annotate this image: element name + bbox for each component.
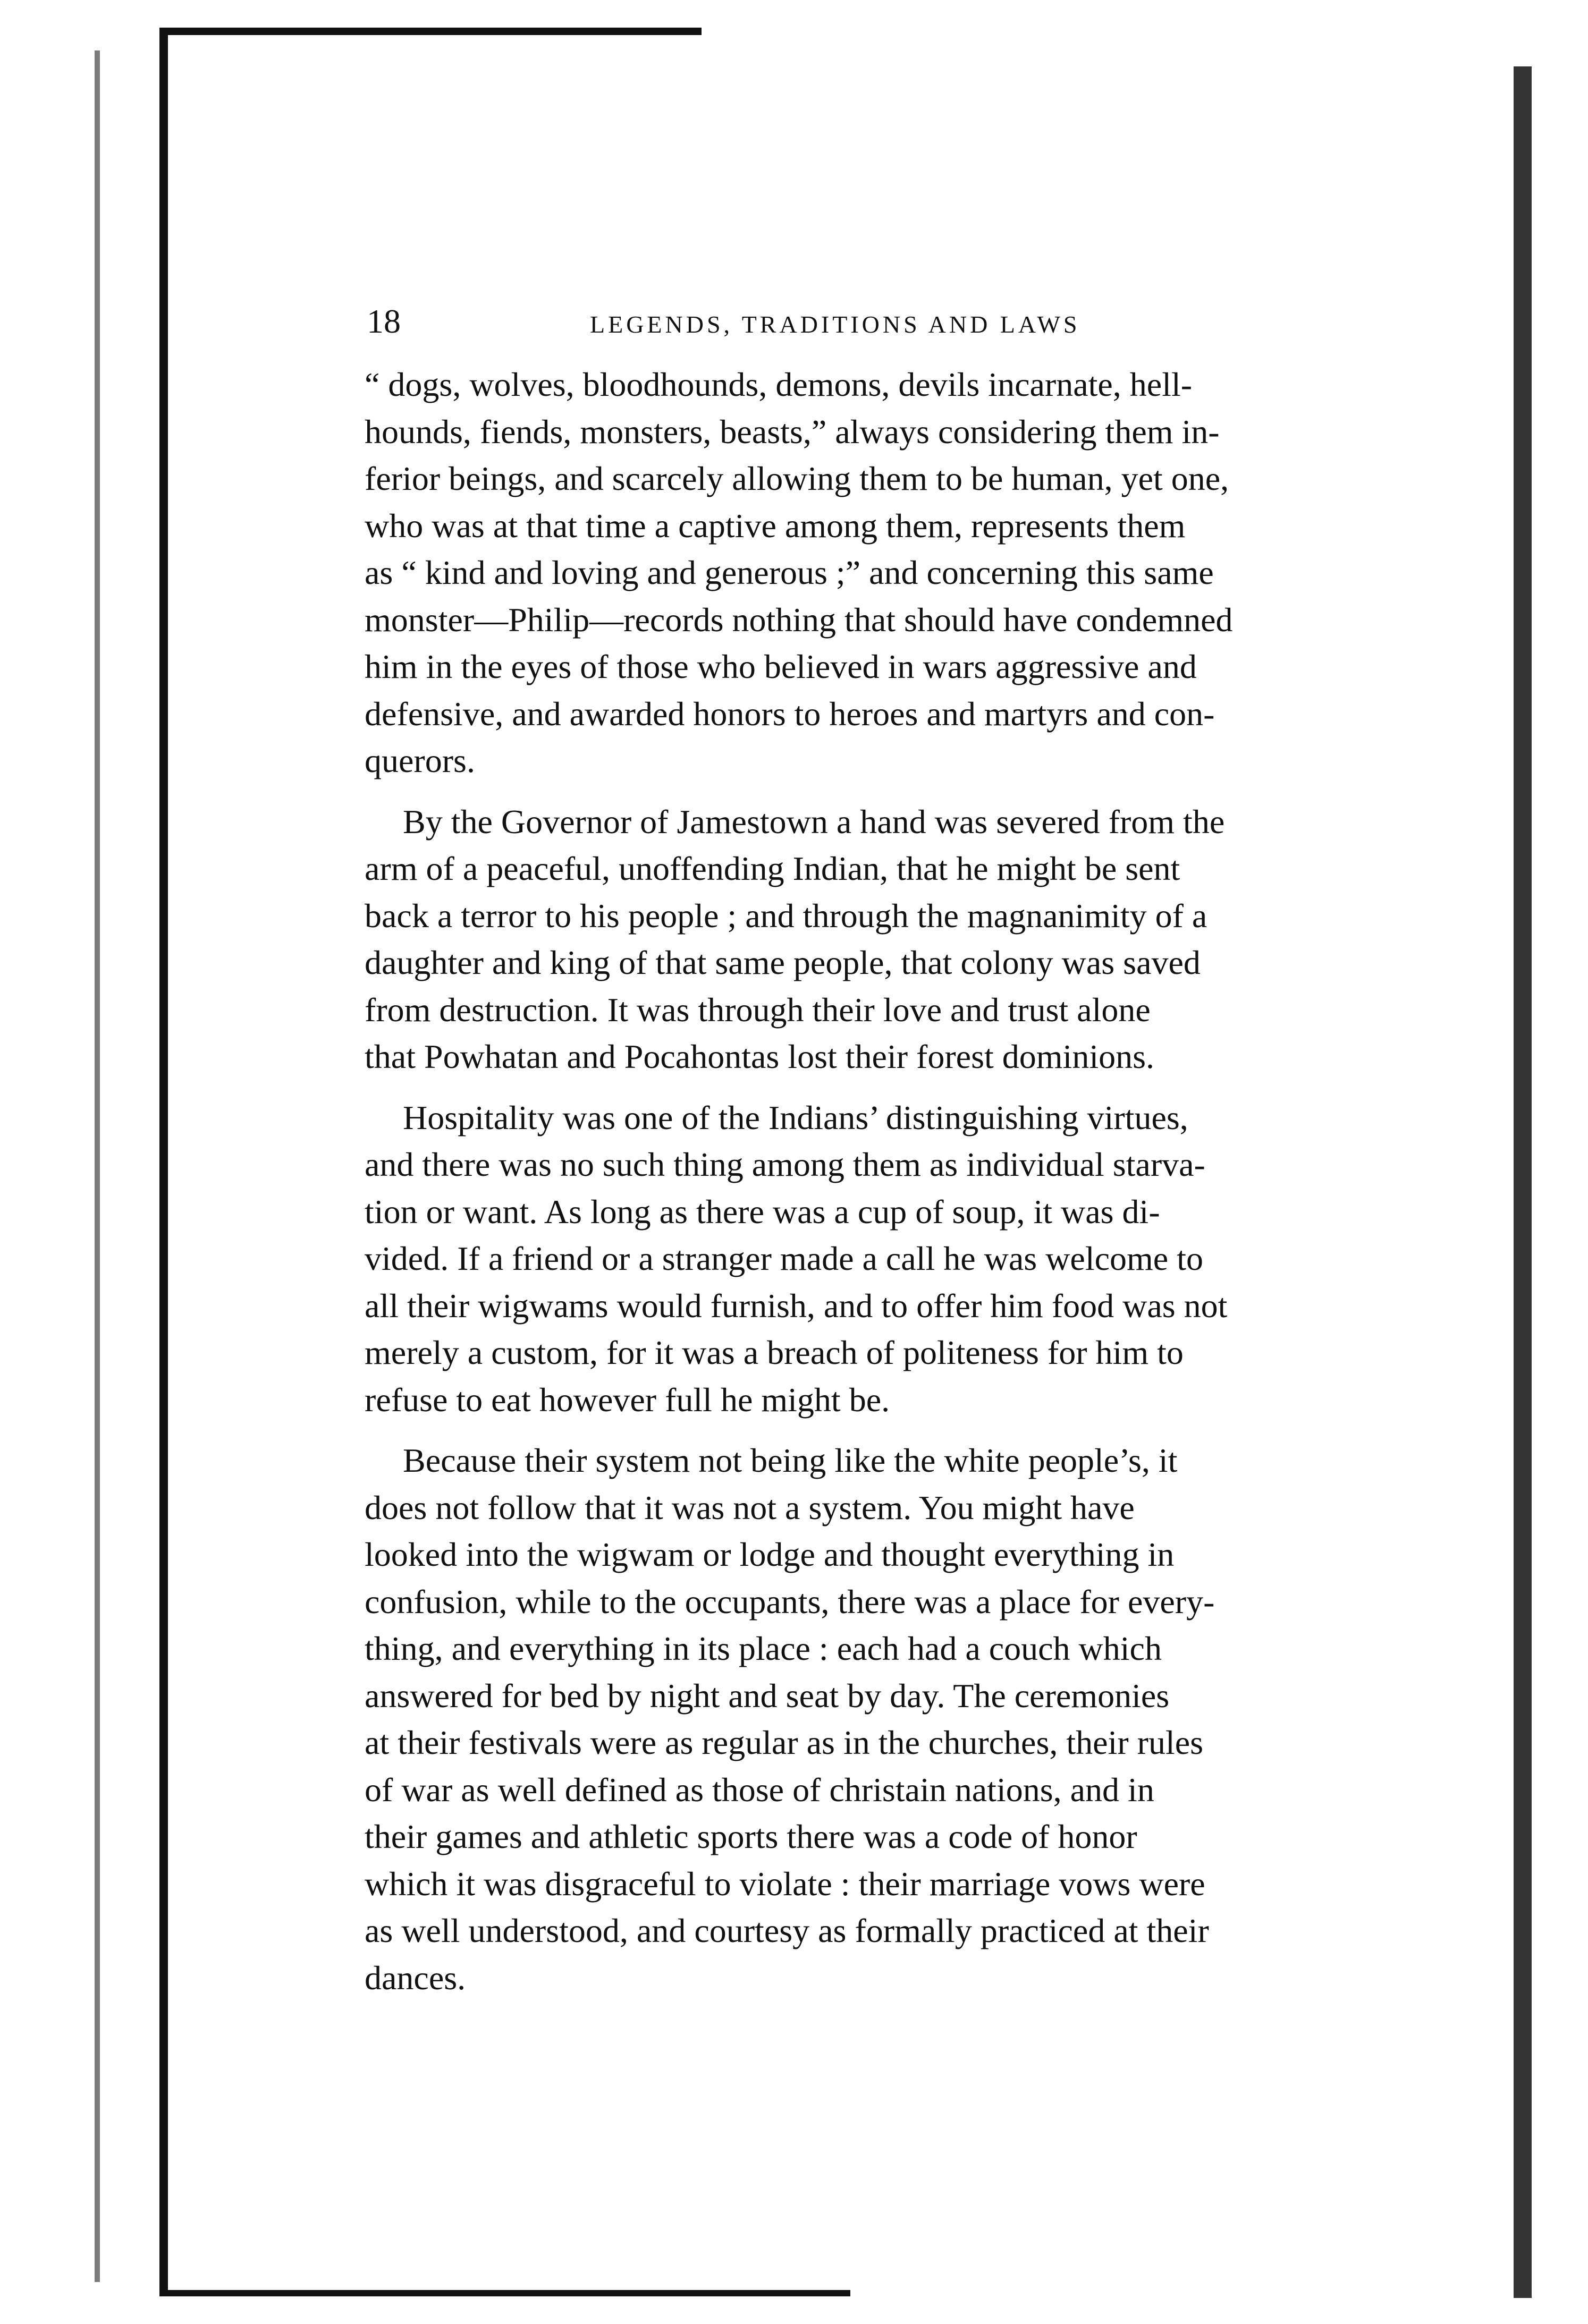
paragraph: Hospitality was one of the Indians’ distinguishing virtues, and there was no such thing among them as individual starva- tion or want. As long as there was a cup of soup, it was di- vided. If a friend or a stranger made a call he was welcome to all their wigwams would furnish, and to offer him food was not merely a custom, for it was a breach of politeness for him to refuse to eat however full he might be.: [365, 1098, 1228, 1419]
paragraph: Because their system not being like the white people’s, it does not follow that it was not a system. You might have looked into the wigwam or lodge and thought everything in confusion, while to the occupants, there was a place for every- thing, and everything in its place : each had a couch which answered for bed by night and seat by day. The ceremonies at their festivals were as regular as in the churches, their rules of war as well defined as those of christain nations, and in their games and athletic sports there was a code of honor which it was disgraceful to violate : their marriage vows were as well understood, and courtesy as formally practiced at their dances.: [365, 1441, 1215, 1997]
scan-border-bottom: [159, 2290, 850, 2296]
paragraph: By the Governor of Jamestown a hand was severed from the arm of a peaceful, unoffending Indian, that he might be sent back a terror to his people ; and through the magnanimity of a daughter and king of that same people, that colony was saved from destruction. It was through their love and trust alone that Powhatan and Pocahontas lost their forest dominions.: [365, 802, 1225, 1075]
scan-border-left: [159, 32, 168, 2295]
scan-border-right: [1514, 66, 1532, 2298]
running-head: LEGENDS, TRADITIONS AND LAWS: [590, 311, 1080, 338]
scan-binding-shadow: [95, 50, 100, 2282]
page-number: 18: [367, 302, 401, 340]
paragraph: “ dogs, wolves, bloodhounds, demons, devils incarnate, hell- hounds, fiends, monsters, beasts,” always considering them in- ferior beings, and scarcely allowing them to be human, yet one, who was at that time a captive among them, represents them as “ kind and loving and generous ;” and concerning this same monster—Philip—records nothing that should have condemned him in the eyes of those who believed in wars aggressive and defensive, and awarded honors to heroes and martyrs and con- querors.: [365, 366, 1233, 779]
scan-border-top: [159, 28, 702, 35]
body-text: [365, 361, 1396, 2015]
page-header: [367, 298, 1387, 345]
